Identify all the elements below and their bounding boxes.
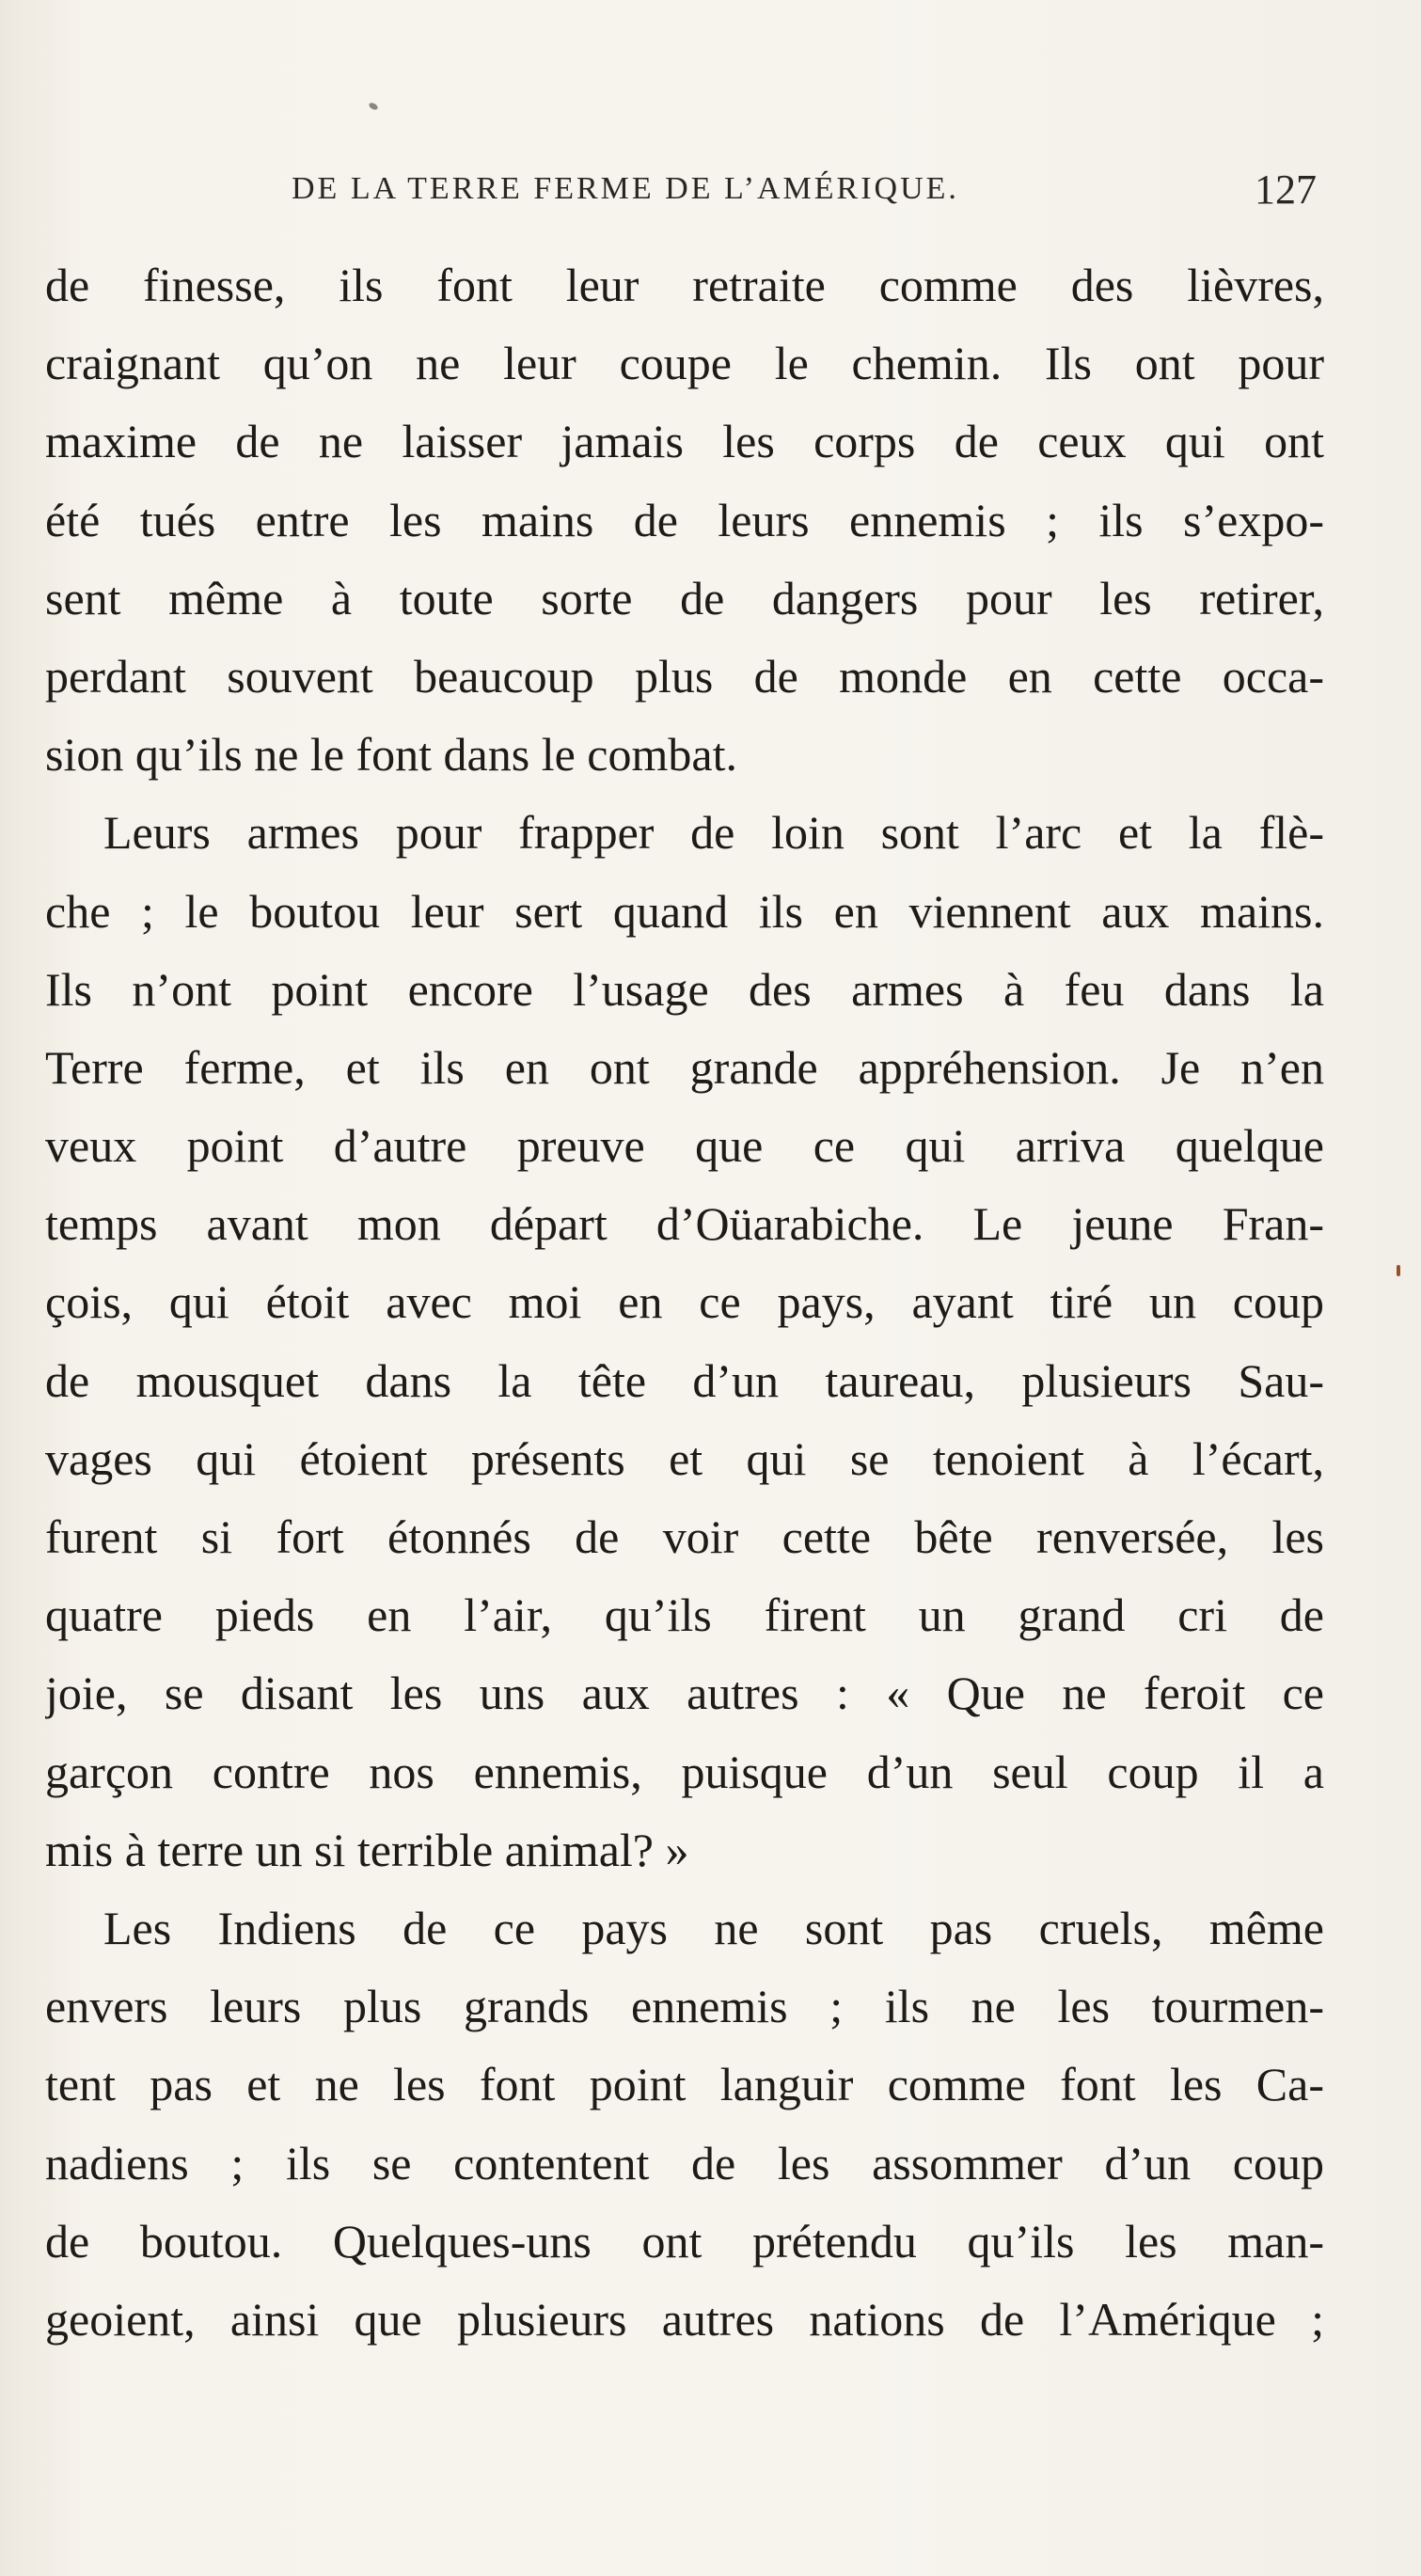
- paragraph-first-line: Leurs armes pour frapper de loin sont l’arc et la flè-: [103, 806, 1324, 860]
- text-line: joie, se disant les uns aux autres : « Que ne feroit ce: [45, 1667, 1324, 1720]
- text-line: été tués entre les mains de leurs ennemis ; ils s’expo-: [45, 493, 1324, 546]
- ink-speck: [368, 102, 379, 111]
- text-line: de mousquet dans la tête d’un taureau, plusieurs Sau-: [45, 1353, 1324, 1407]
- text-line: veux point d’autre preuve que ce qui arriva quelque: [45, 1119, 1324, 1173]
- text-line: de finesse, ils font leur retraite comme des lièvres,: [45, 259, 1324, 311]
- ink-speck: [1397, 1265, 1400, 1276]
- text-line: quatre pieds en l’air, qu’ils firent un grand cri de: [45, 1588, 1324, 1642]
- text-line: Terre ferme, et ils en ont grande appréhension. Je n’en: [45, 1040, 1324, 1094]
- text-line: geoient, ainsi que plusieurs autres nations de l’Amérique ;: [45, 2292, 1324, 2346]
- text-line: furent si fort étonnés de voir cette bête renversée, les: [45, 1510, 1324, 1563]
- text-line: nadiens ; ils se contentent de les assommer d’un coup: [45, 2136, 1324, 2189]
- paragraph-first-line: Les Indiens de ce pays ne sont pas cruels, même: [103, 1901, 1324, 1954]
- text-line: perdant souvent beaucoup plus de monde en cette occa-: [45, 649, 1324, 703]
- running-head: [292, 166, 1317, 222]
- text-line: temps avant mon départ d’Oüarabiche. Le jeune Fran-: [45, 1197, 1324, 1251]
- text-line: de boutou. Quelques-uns ont prétendu qu’ils les man-: [45, 2214, 1324, 2268]
- text-line: che ; le boutou leur sert quand ils en viennent aux mains.: [45, 884, 1324, 938]
- text-line: tent pas et ne les font point languir comme font les Ca-: [45, 2058, 1324, 2111]
- page-number: 127: [1255, 166, 1317, 213]
- text-line: vages qui étoient présents et qui se tenoient à l’écart,: [45, 1431, 1324, 1485]
- running-title: DE LA TERRE FERME DE L’AMÉRIQUE.: [292, 171, 959, 206]
- text-line: envers leurs plus grands ennemis ; ils ne les tourmen-: [45, 1980, 1324, 2033]
- text-line: garçon contre nos ennemis, puisque d’un seul coup il a: [45, 1745, 1324, 1798]
- text-line: maxime de ne laisser jamais les corps de ceux qui ont: [45, 415, 1324, 468]
- text-line: Ils n’ont point encore l’usage des armes à feu dans la: [45, 962, 1324, 1016]
- text-line: sent même à toute sorte de dangers pour les retirer,: [45, 571, 1324, 624]
- text-line: craignant qu’on ne leur coupe le chemin. Ils ont pour: [45, 337, 1324, 390]
- text-line: mis à terre un si terrible animal? »: [45, 1823, 689, 1876]
- text-line: çois, qui étoit avec moi en ce pays, ayant tiré un coup: [45, 1275, 1324, 1329]
- body-text: [45, 246, 1324, 2359]
- text-line: sion qu’ils ne le font dans le combat.: [45, 728, 737, 782]
